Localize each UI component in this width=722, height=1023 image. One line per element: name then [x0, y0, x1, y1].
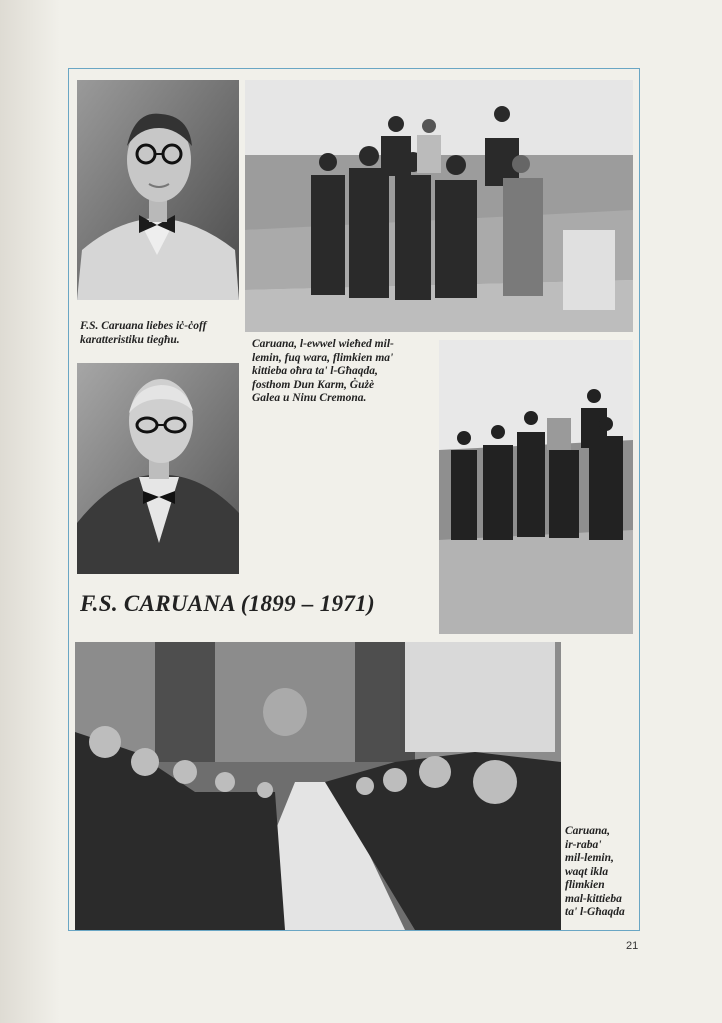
caption-line: lemin, fuq wara, flimkien ma': [252, 351, 394, 364]
caption-line: mil-lemin,: [565, 852, 614, 864]
dinner-photo: [75, 642, 561, 930]
caption-line: mal-kittieba: [565, 892, 622, 905]
page-number: 21: [626, 940, 639, 952]
caption-line: kittieba oħra ta' l-Għaqda,: [252, 365, 378, 377]
caption-line: Caruana,: [565, 825, 611, 837]
page-title: F.S. CARUANA (1899 – 1971): [80, 591, 375, 616]
caption-group-outdoor: [252, 338, 428, 406]
group-rocks-photo: [439, 340, 633, 634]
page-edge-shadow: [0, 0, 60, 1023]
portrait-older-photo: [77, 363, 239, 574]
caption-line: karatteristiku tiegħu.: [80, 333, 180, 346]
group-outdoor-photo: [245, 80, 633, 332]
caption-line: Caruana, l-ewwel wieħed mil-: [252, 338, 394, 350]
caption-line: fosthom Dun Karm, Ġużè: [252, 378, 375, 391]
caption-line: F.S. Caruana liebes iċ-ċoff: [80, 320, 207, 332]
caption-line: waqt ikla: [565, 865, 609, 878]
caption-line: ta' l-Għaqda: [565, 906, 625, 918]
caption-line: Galea u Ninu Cremona.: [252, 392, 367, 404]
caption-line: flimkien: [565, 879, 605, 891]
caption-line: ir-raba': [565, 838, 602, 851]
portrait-young-photo: [77, 80, 239, 300]
caption-portrait-young: [80, 320, 250, 347]
caption-dinner: [565, 825, 645, 920]
